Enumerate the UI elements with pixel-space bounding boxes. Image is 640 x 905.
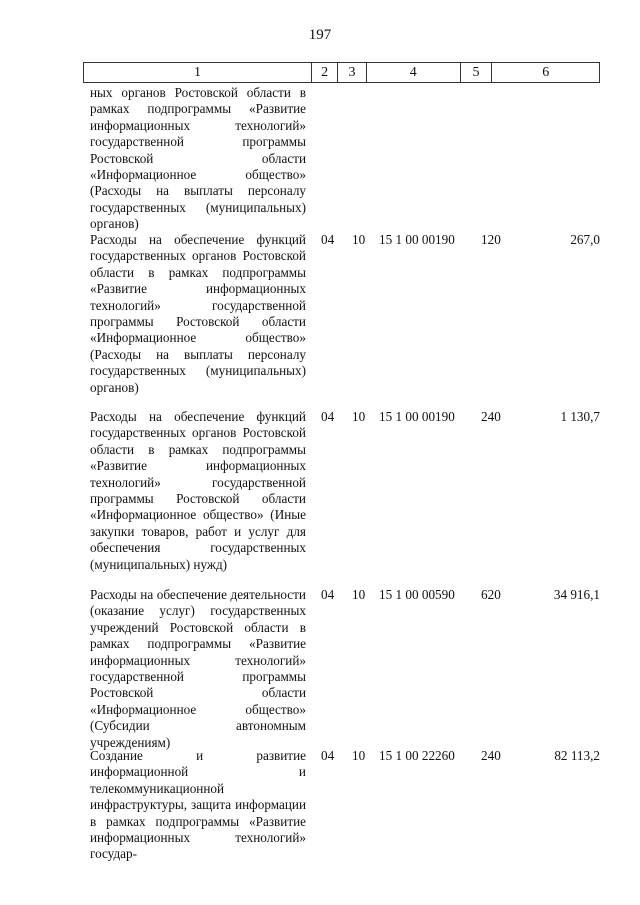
row-description: Расходы на обеспечение деятельности (оказание услуг) государственных учреждений Ростовской области в рамках подпрограммы «Развитие информационных технологий» государственной программы Ростовской области «Информационное общество» (Субсидии автономным учреждениям) <box>90 587 306 750</box>
header-col-4: 4 <box>367 63 461 82</box>
page-number: 197 <box>308 27 332 43</box>
row-subsection: 10 <box>352 587 366 602</box>
row-section: 04 <box>321 409 335 424</box>
row-expense-type: 240 <box>481 409 501 424</box>
row-subsection: 10 <box>352 748 366 763</box>
row-subsection: 10 <box>352 232 366 247</box>
row-target-code: 15 1 00 22260 <box>379 748 455 763</box>
row-expense-type: 120 <box>481 232 501 247</box>
header-col-2: 2 <box>312 63 338 82</box>
row-amount: 267,0 <box>570 232 600 247</box>
row-target-code: 15 1 00 00190 <box>379 232 455 247</box>
row-amount: 34 916,1 <box>553 587 600 602</box>
header-col-1: 1 <box>84 63 312 82</box>
row-target-code: 15 1 00 00190 <box>379 409 455 424</box>
row-description: ных органов Ростовской области в рамках подпрограммы «Развитие информационных технологий» государственной программы Ростовской области «Информационное общество» (Расходы на выплаты персоналу государственных (муниципальных) органов) <box>90 85 306 232</box>
row-expense-type: 620 <box>481 587 501 602</box>
row-expense-type: 240 <box>481 748 501 763</box>
row-section: 04 <box>321 587 335 602</box>
row-section: 04 <box>321 748 335 763</box>
table-header <box>83 62 600 83</box>
row-section: 04 <box>321 232 335 247</box>
header-col-5: 5 <box>461 63 493 82</box>
header-col-6: 6 <box>542 65 550 80</box>
row-amount: 82 113,2 <box>554 748 600 763</box>
row-description: Расходы на обеспечение функций государственных органов Ростовской области в рамках подпрограммы «Развитие информационных технологий» государственной программы Ростовской области «Информационное общество» (Иные закупки товаров, работ и услуг для обеспечения государственных (муниципальных) нужд) <box>90 409 306 572</box>
row-amount: 1 130,7 <box>560 409 600 424</box>
row-target-code: 15 1 00 00590 <box>379 587 455 602</box>
header-col-3: 3 <box>338 63 367 82</box>
row-description: Создание и развитие информационной и телекоммуникационной инфраструктуры, защита информации в рамках подпрограммы «Развитие информационных технологий» государ- <box>90 748 306 862</box>
row-subsection: 10 <box>352 409 366 424</box>
row-description: Расходы на обеспечение функций государственных органов Ростовской области в рамках подпрограммы «Развитие информационных технологий» государственной программы Ростовской области «Информационное общество» (Расходы на выплаты персоналу государственных (муниципальных) органов) <box>90 232 306 395</box>
